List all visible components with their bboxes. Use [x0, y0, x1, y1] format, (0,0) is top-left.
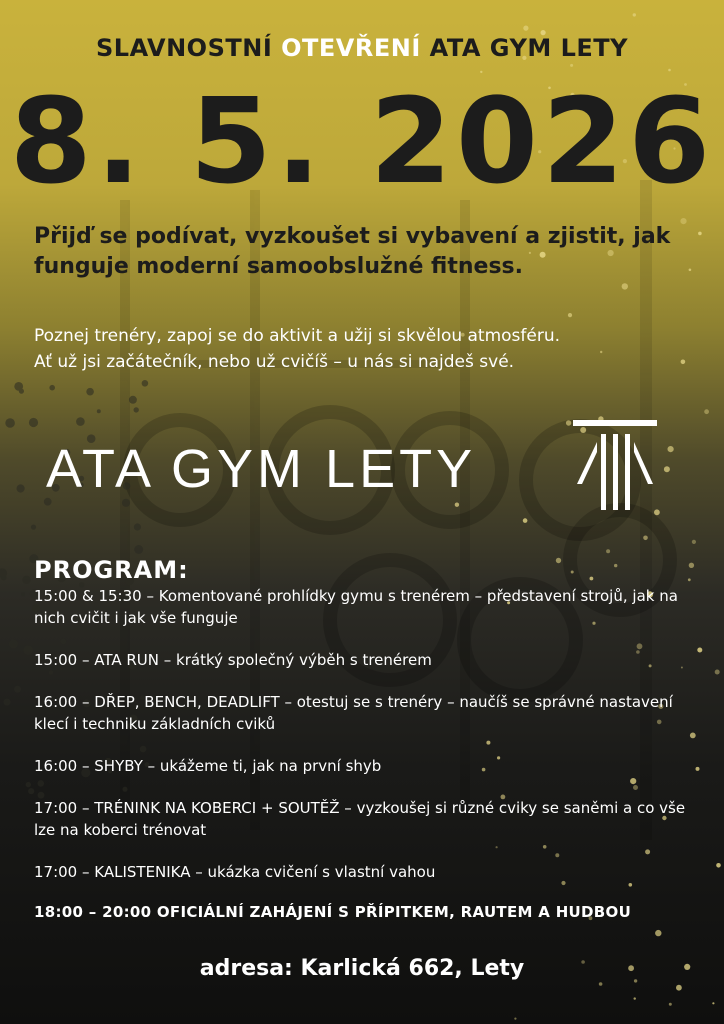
event-date: 8. 5. 2026 [9, 72, 715, 210]
column-pillar-icon [573, 420, 657, 510]
intro-secondary-text [34, 323, 704, 375]
program-list [34, 585, 704, 943]
headline-part-2: OTEVŘENÍ [281, 34, 421, 62]
program-item: 15:00 – ATA RUN – krátký společný výběh s trenérem [34, 651, 432, 669]
headline-part-3: ATA GYM LETY [429, 34, 628, 62]
program-item: 17:00 – KALISTENIKA – ukázka cvičení s vlastní vahou [34, 863, 436, 881]
intro-main-text: Přijď se podívat, vyzkoušet si vybavení a zjistit, jak funguje moderní samoobslužné fitness. [34, 224, 671, 279]
event-address: adresa: Karlická 662, Lety [199, 956, 525, 981]
program-item: 16:00 – SHYBY – ukážeme ti, jak na první shyb [34, 757, 382, 775]
intro-line-1: Poznej trenéry, zapoj se do aktivit a užij si skvělou atmosféru. [34, 326, 561, 346]
program-item: 16:00 – DŘEP, BENCH, DEADLIFT – otestuj se s trenéry – naučíš se správné nastavení klecí i techniku základních cviků [34, 693, 673, 733]
program-title: PROGRAM: [34, 556, 189, 584]
brand-name: ATA GYM LETY [46, 439, 477, 499]
program-item: 17:00 – TRÉNINK NA KOBERCI + SOUTĚŽ – vyzkoušej si různé cviky se saněmi a co vše lze na koberci trénovat [34, 799, 686, 839]
program-item-final: 18:00 – 20:00 OFICIÁLNÍ ZAHÁJENÍ S PŘÍPITKEM, RAUTEM A HUDBOU [34, 903, 632, 921]
intro-line-2: Ať už jsi začátečník, nebo už cvičíš – u nás si najdeš své. [34, 352, 515, 372]
headline-part-1: SLAVNOSTNÍ [96, 34, 273, 62]
program-item: 15:00 & 15:30 – Komentované prohlídky gymu s trenérem – představení strojů, jak na nich cvičit i jak vše funguje [34, 587, 678, 627]
event-headline [0, 34, 724, 62]
